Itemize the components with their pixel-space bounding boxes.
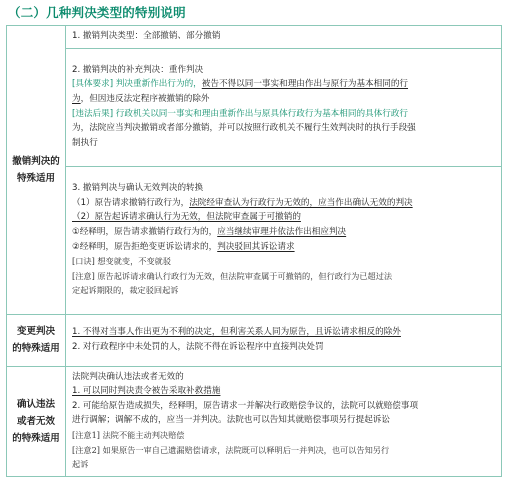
conversion-cell: 3. 撤销判决与确认无效判决的转换 （1）原告请求撤销行政行为，法院经审查认为行政行为无效的，应当作出确认无效的判决 （2）原告起诉请求确认行为无效，但法院审查属于可撤销的 ①经释明，原告请求撤销行政行为的，应当继续审理并依法作出相应判决 ②经释明，原告拒绝变更诉讼请求的，判决驳回其诉讼请求 [口诀] 想变就变，不变就驳 [注意] 原告起诉请求确认行政行为无效，但法院审查属于可撤销的，但行政行为已超过法 定起诉期限的，裁定驳回起诉 <box>66 166 502 314</box>
redo-judgment-cell: 2. 撤销判决的补充判决：重作判决 [具体要求] 判决重新作出行为的，被告不得以同一事实和理由作出与原行为基本相同的行 为，但因违反法定程序被撤销的除外 [违法后果] 行政机关以同一事实和理由重新作出与原具体行政行为基本相同的具体行政行 为，法院应当判决撤销或者部分撤销，并可以按照行政机关不履行生效判决时的执行手段强 制执行 <box>66 48 502 166</box>
tag-specific-requirement: [具体要求] 判决重新作出行为的， <box>72 79 202 90</box>
confirmation-cell: 法院判决确认违法或者无效的 1. 可以同时判决责令被告采取补救措施 2. 可能给原告造成损失，经释明，原告请求一并解决行政赔偿争议的，法院可以就赔偿事项 进行调解；调解不成的，应当一并判决。法院也可以告知其就赔偿事项另行提起诉讼 [注意1] 法院不能主动判决赔偿 [注意2] 如果原告一审自己遗漏赔偿请求，法院既可以释明后一并判决，也可以告知另行 起诉 <box>66 366 502 476</box>
revocation-types-cell: 1. 撤销判决类型：全部撤销、部分撤销 <box>66 26 502 49</box>
table-row-conversion <box>7 166 502 314</box>
row-label-modification: 变更判决 的特殊适用 <box>7 314 66 366</box>
table-row-confirmation <box>7 366 502 476</box>
row-label-confirmation: 确认违法 或者无效 的特殊适用 <box>7 366 66 476</box>
note-2: [注意2] 如果原告一审自己遗漏赔偿请求，法院既可以释明后一并判决，也可以告知另行 <box>72 444 390 455</box>
section-title: （二）几种判决类型的特别说明 <box>8 5 186 20</box>
tag-illegal-consequence: [违法后果] 行政机关以同一事实和理由重新作出与原具体行政行为基本相同的具体行政行 <box>72 108 409 119</box>
note-1: [注意1] 法院不能主动判决赔偿 <box>72 429 185 440</box>
table-row-redo-judgment <box>7 48 502 166</box>
mnemonic-note: [口诀] 想变就变，不变就驳 <box>72 256 172 267</box>
table-row-modification <box>7 314 502 366</box>
table-row-revocation <box>7 26 502 49</box>
attention-note: [注意] 原告起诉请求确认行政行为无效，但法院审查属于可撤销的，但行政行为已超过法 <box>72 270 393 281</box>
modification-cell: 1. 不得对当事人作出更为不利的决定，但利害关系人同为原告，且诉讼请求相反的除外 2. 对行政程序中未处罚的人，法院不得在诉讼程序中直接判决处罚 <box>66 314 502 366</box>
judgment-types-table <box>6 25 502 477</box>
row-label-revocation: 撤销判决的 特殊适用 <box>7 26 66 315</box>
